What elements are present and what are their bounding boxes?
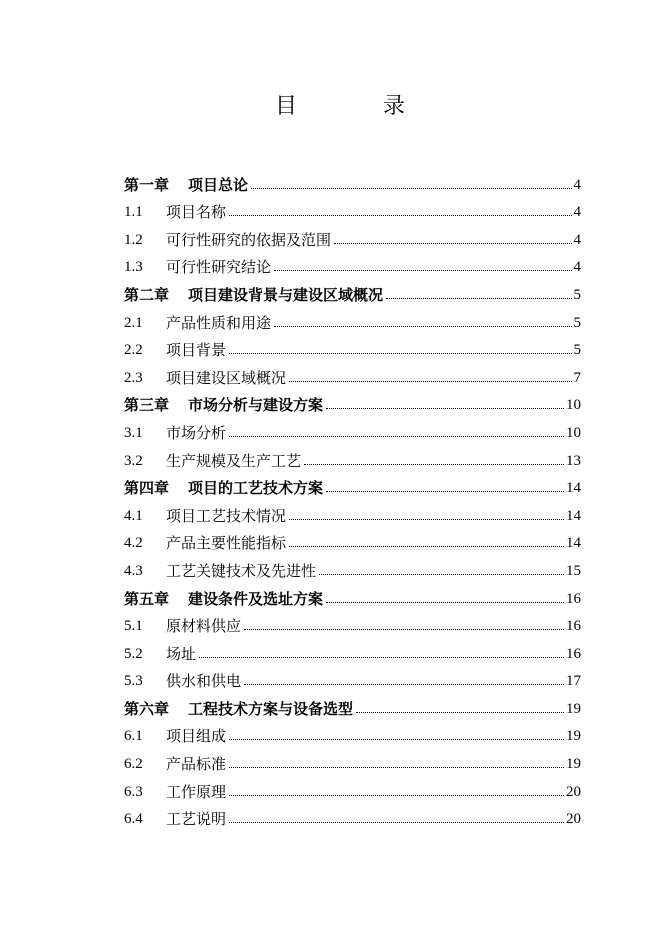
toc-entry-page: 16 <box>566 590 581 607</box>
toc-entry-label: 建设条件及选址方案 <box>188 589 324 608</box>
toc-entry-label: 项目工艺技术情况 <box>166 506 287 525</box>
toc-section-entry[interactable] <box>124 221 581 249</box>
toc-entry-number: 6.2 <box>124 756 143 773</box>
toc-entry-number: 3.2 <box>124 452 143 469</box>
toc-section-entry[interactable] <box>124 359 581 387</box>
toc-section-entry[interactable] <box>124 497 581 525</box>
dot-leader <box>229 349 571 355</box>
toc-section-entry[interactable] <box>124 745 581 773</box>
toc-entry-label: 项目总论 <box>188 175 249 194</box>
dot-leader <box>251 184 571 190</box>
toc-entry-label: 供水和供电 <box>166 672 242 691</box>
toc-entry-label: 产品主要性能指标 <box>166 534 287 553</box>
toc-section-entry[interactable] <box>124 525 581 553</box>
toc-entry-number: 6.3 <box>124 783 143 800</box>
dot-leader <box>386 294 571 300</box>
toc-section-entry[interactable] <box>124 414 581 442</box>
toc-entry-page: 15 <box>566 562 581 579</box>
toc-section-entry[interactable] <box>124 801 581 829</box>
toc-entry-number: 第五章 <box>124 589 170 608</box>
toc-entry-page: 14 <box>566 535 581 552</box>
dot-leader <box>229 211 571 217</box>
toc-entry-label: 可行性研究结论 <box>166 258 272 277</box>
toc-entry-number: 6.1 <box>124 728 143 745</box>
toc-entry-page: 14 <box>566 480 581 497</box>
dot-leader <box>229 735 564 741</box>
toc-entry-number: 6.4 <box>124 811 143 828</box>
toc-entry-label: 市场分析 <box>166 423 227 442</box>
toc-section-entry[interactable] <box>124 442 581 470</box>
toc-entry-page: 16 <box>566 645 581 662</box>
toc-chapter-entry[interactable] <box>124 690 581 718</box>
toc-entry-page: 19 <box>566 700 581 717</box>
toc-entry-label: 项目建设区域概况 <box>166 368 287 387</box>
toc-entry-label: 项目组成 <box>166 727 227 746</box>
toc-entry-label: 项目的工艺技术方案 <box>188 479 324 498</box>
toc-entry-page: 4 <box>573 176 581 193</box>
toc-section-entry[interactable] <box>124 552 581 580</box>
dot-leader <box>326 487 564 493</box>
toc-entry-page: 5 <box>573 342 581 359</box>
toc-entry-label: 项目建设背景与建设区域概况 <box>188 285 384 304</box>
dot-leader <box>326 598 564 604</box>
toc-entry-number: 1.3 <box>124 259 143 276</box>
dot-leader <box>244 625 564 631</box>
toc-entry-page: 7 <box>573 369 581 386</box>
toc-entry-page: 5 <box>573 314 581 331</box>
dot-leader <box>304 460 564 466</box>
dot-leader <box>229 818 564 824</box>
toc-entry-number: 5.2 <box>124 645 143 662</box>
toc-entry-label: 市场分析与建设方案 <box>188 396 324 415</box>
toc-entry-page: 19 <box>566 728 581 745</box>
toc-chapter-entry[interactable] <box>124 580 581 608</box>
toc-section-entry[interactable] <box>124 194 581 222</box>
toc-entry-number: 第一章 <box>124 175 170 194</box>
toc-entry-label: 产品标准 <box>166 755 227 774</box>
toc-entry-label: 项目背景 <box>166 341 227 360</box>
toc-entry-number: 4.2 <box>124 535 143 552</box>
toc-section-entry[interactable] <box>124 773 581 801</box>
title-char-2: 录 <box>383 94 406 119</box>
dot-leader <box>334 239 571 245</box>
toc-entry-number: 5.3 <box>124 673 143 690</box>
toc-entry-page: 4 <box>573 204 581 221</box>
toc-entry-number: 5.1 <box>124 618 143 635</box>
toc-entry-page: 5 <box>573 286 581 303</box>
toc-entry-page: 4 <box>573 231 581 248</box>
toc-entry-label: 工艺关键技术及先进性 <box>166 561 317 580</box>
toc-entry-number: 4.1 <box>124 507 143 524</box>
toc-entry-page: 16 <box>566 618 581 635</box>
dot-leader <box>289 542 564 548</box>
toc-entry-label: 工程技术方案与设备选型 <box>188 699 354 718</box>
toc-entry-number: 3.1 <box>124 424 143 441</box>
toc-entry-number: 2.3 <box>124 369 143 386</box>
toc-entry-page: 4 <box>573 259 581 276</box>
toc-entry-number: 第四章 <box>124 479 170 498</box>
dot-leader <box>319 570 564 576</box>
table-of-contents <box>124 166 581 828</box>
toc-entry-page: 20 <box>566 783 581 800</box>
dot-leader <box>229 432 564 438</box>
toc-section-entry[interactable] <box>124 718 581 746</box>
toc-entry-page: 10 <box>566 397 581 414</box>
dot-leader <box>199 653 564 659</box>
dot-leader <box>274 322 571 328</box>
dot-leader <box>289 515 564 521</box>
toc-entry-label: 可行性研究的依据及范围 <box>166 230 332 249</box>
toc-chapter-entry[interactable] <box>124 166 581 194</box>
toc-entry-page: 14 <box>566 507 581 524</box>
toc-section-entry[interactable] <box>124 608 581 636</box>
toc-entry-page: 19 <box>566 756 581 773</box>
toc-entry-page: 20 <box>566 811 581 828</box>
toc-entry-label: 生产规模及生产工艺 <box>166 451 302 470</box>
toc-entry-page: 17 <box>566 673 581 690</box>
toc-entry-number: 第六章 <box>124 699 170 718</box>
toc-section-entry[interactable] <box>124 663 581 691</box>
toc-chapter-entry[interactable] <box>124 276 581 304</box>
toc-section-entry[interactable] <box>124 304 581 332</box>
dot-leader <box>326 404 564 410</box>
toc-entry-number: 4.3 <box>124 562 143 579</box>
toc-entry-page: 13 <box>566 452 581 469</box>
toc-entry-number: 第二章 <box>124 285 170 304</box>
toc-chapter-entry[interactable] <box>124 470 581 498</box>
toc-entry-number: 2.2 <box>124 342 143 359</box>
toc-entry-label: 项目名称 <box>166 203 227 222</box>
toc-section-entry[interactable] <box>124 332 581 360</box>
toc-section-entry[interactable] <box>124 249 581 277</box>
toc-entry-label: 工作原理 <box>166 782 227 801</box>
toc-entry-page: 10 <box>566 424 581 441</box>
toc-entry-label: 产品性质和用途 <box>166 313 272 332</box>
dot-leader <box>229 791 564 797</box>
title-char-1: 目 <box>275 94 298 119</box>
toc-chapter-entry[interactable] <box>124 387 581 415</box>
dot-leader <box>229 763 564 769</box>
dot-leader <box>289 377 571 383</box>
dot-leader <box>244 680 564 686</box>
dot-leader <box>356 708 564 714</box>
dot-leader <box>274 266 571 272</box>
toc-entry-number: 1.1 <box>124 204 143 221</box>
toc-entry-label: 原材料供应 <box>166 617 242 636</box>
toc-entry-number: 2.1 <box>124 314 143 331</box>
toc-section-entry[interactable] <box>124 635 581 663</box>
toc-entry-label: 工艺说明 <box>166 810 227 829</box>
page-title <box>0 94 662 124</box>
toc-entry-number: 1.2 <box>124 231 143 248</box>
toc-entry-number: 第三章 <box>124 396 170 415</box>
toc-entry-label: 场址 <box>166 644 197 663</box>
